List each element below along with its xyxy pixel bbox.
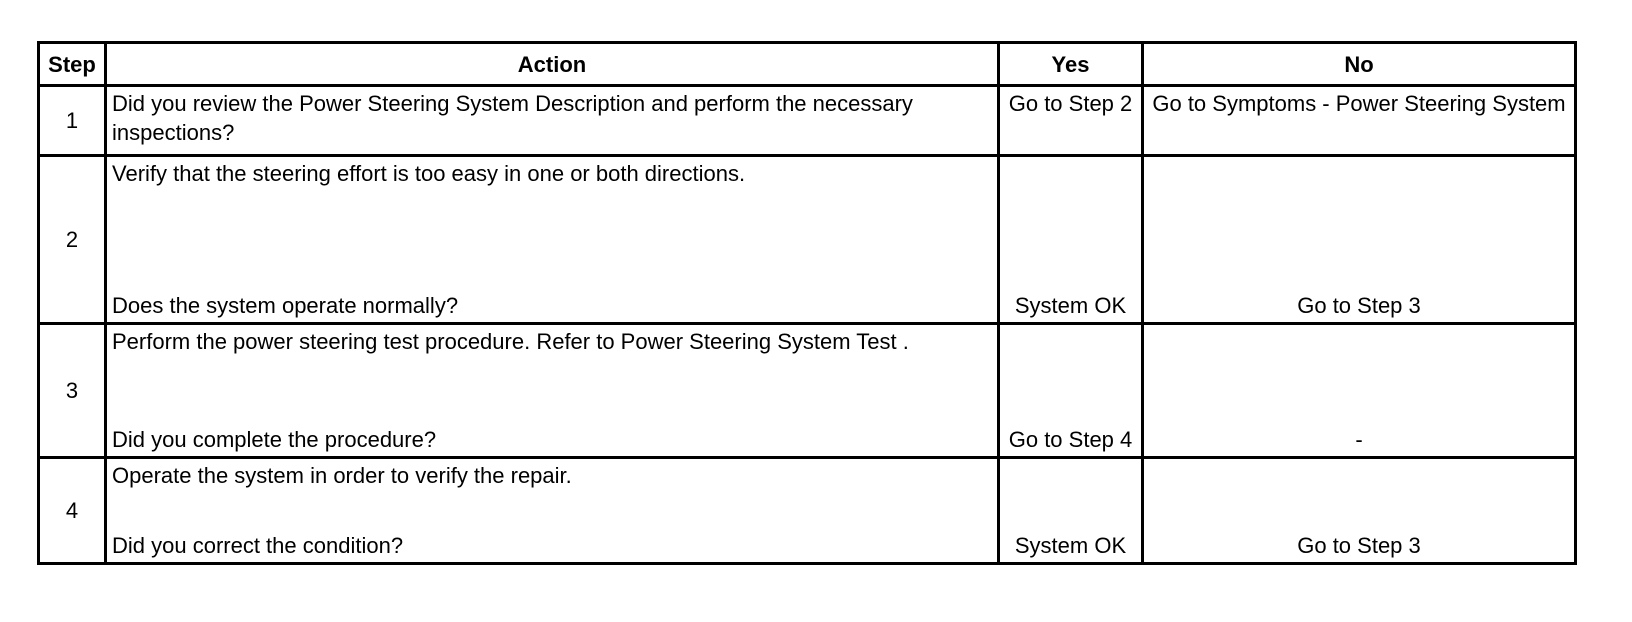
- action-question: Does the system operate normally?: [112, 293, 459, 318]
- action-question: Did you complete the procedure?: [112, 427, 437, 452]
- table-row: [39, 156, 1576, 324]
- yes-result: System OK: [999, 156, 1143, 324]
- action-instruction: Operate the system in order to verify the repair.: [112, 463, 572, 488]
- yes-result: Go to Step 2: [999, 86, 1143, 156]
- header-action: Action: [106, 43, 999, 86]
- header-row: [39, 43, 1576, 86]
- action-text: [106, 458, 999, 564]
- no-result: Go to Step 3: [1143, 458, 1576, 564]
- step-number: 1: [39, 86, 106, 156]
- action-instruction: Did you review the Power Steering System Description and perform the necessary inspections?: [112, 91, 913, 145]
- step-number: 2: [39, 156, 106, 324]
- table-row: [39, 324, 1576, 458]
- action-text: [106, 156, 999, 324]
- yes-result: Go to Step 4: [999, 324, 1143, 458]
- action-question: Did you correct the condition?: [112, 533, 404, 558]
- diagnostic-table: [37, 41, 1577, 565]
- no-result: -: [1143, 324, 1576, 458]
- table-row: [39, 458, 1576, 564]
- no-result: Go to Symptoms - Power Steering System: [1143, 86, 1576, 156]
- header-step: Step: [39, 43, 106, 86]
- table-row: [39, 86, 1576, 156]
- action-instruction: Verify that the steering effort is too easy in one or both directions.: [112, 161, 746, 186]
- action-instruction: Perform the power steering test procedure. Refer to Power Steering System Test .: [112, 329, 909, 354]
- yes-result: System OK: [999, 458, 1143, 564]
- header-yes: Yes: [999, 43, 1143, 86]
- action-text: [106, 86, 999, 156]
- step-number: 3: [39, 324, 106, 458]
- header-no: No: [1143, 43, 1576, 86]
- no-result: Go to Step 3: [1143, 156, 1576, 324]
- step-number: 4: [39, 458, 106, 564]
- action-text: [106, 324, 999, 458]
